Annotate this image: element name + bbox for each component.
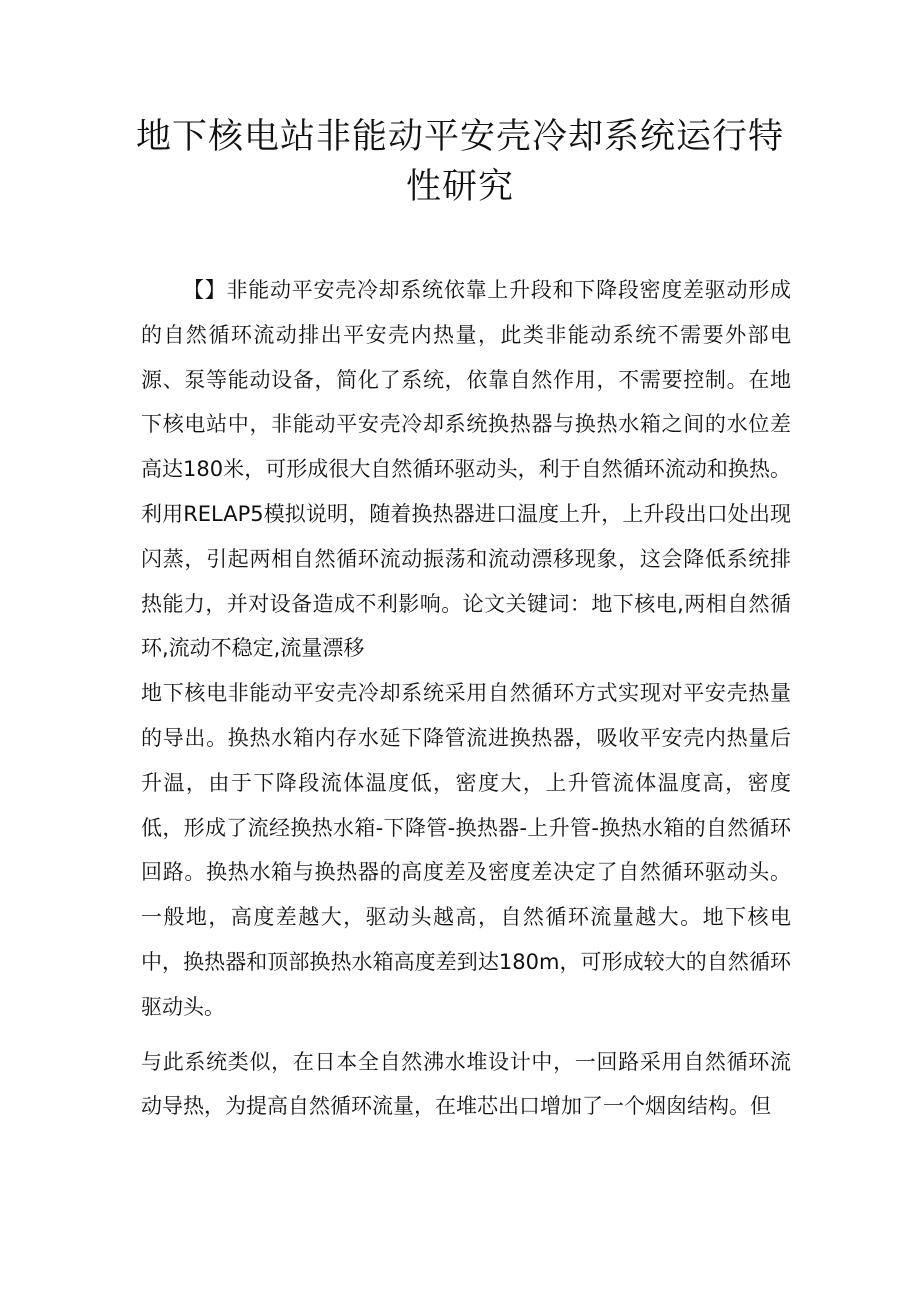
- abstract-paragraph: 【】非能动平安壳冷却系统依靠上升段和下降段密度差驱动形成的自然循环流动排出平安壳内热量，此类非能动系统不需要外部电源、泵等能动设备，简化了系统，依靠自然作用，不需要控制。在地下核电站中，非能动平安壳冷却系统换热器与换热水箱之间的水位差高达180米，可形成很大自然循环驱动头，利于自然循环流动和换热。利用RELAP5模拟说明，随着换热器进口温度上升，上升段出口处出现闪蒸，引起两相自然循环流动振荡和流动漂移现象，这会降低系统排热能力，并对设备造成不利影响。论文关键词：地下核电,两相自然循环,流动不稳定,流量漂移: [141, 278, 791, 661]
- document-body: [141, 268, 791, 1129]
- body-paragraph: 与此系统类似，在日本全自然沸水堆设计中，一回路采用自然循环流动导热，为提高自然循环流量，在堆芯出口增加了一个烟囱结构。但: [141, 1049, 791, 1119]
- document-title: 地下核电站非能动平安壳冷却系统运行特性研究: [135, 117, 784, 207]
- body-paragraph: 地下核电非能动平安壳冷却系统采用自然循环方式实现对平安壳热量的导出。换热水箱内存水延下降管流进换热器，吸收平安壳内热量后升温，由于下降段流体温度低，密度大，上升管流体温度高，密度低，形成了流经换热水箱-下降管-换热器-上升管-换热水箱的自然循环回路。换热水箱与换热器的高度差及密度差决定了自然循环驱动头。一般地，高度差越大，驱动头越高，自然循环流量越大。地下核电中，换热器和顶部换热水箱高度差到达180m，可形成较大的自然循环驱动头。: [141, 681, 791, 1019]
